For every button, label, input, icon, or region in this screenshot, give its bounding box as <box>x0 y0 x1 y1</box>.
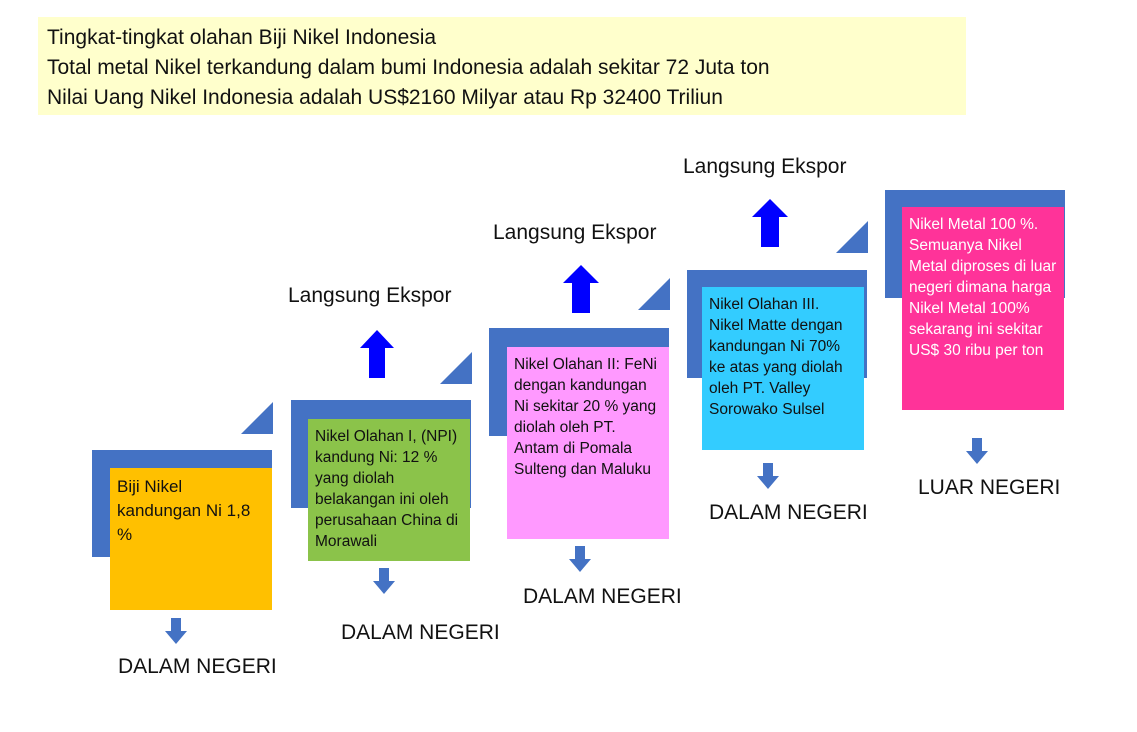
step-1-destination: DALAM NEGERI <box>118 655 277 678</box>
step-2-up-arrow-icon <box>360 330 394 378</box>
header-line-1: Tingkat-tingkat olahan Biji Nikel Indonesia <box>47 26 437 49</box>
step-1-text: Biji Nikel kandungan Ni 1,8 % <box>117 477 251 544</box>
step-5-text: Nikel Metal 100 %. Semuanya Nikel Metal diproses di luar negeri dimana harga Nikel Metal 100% sekarang ini sekitar US$ 30 ribu per ton <box>909 216 1057 359</box>
step-4-box <box>702 287 864 450</box>
step-2-corner <box>440 352 472 384</box>
step-4-text: Nikel Olahan III. Nikel Matte dengan kandungan Ni 70% ke atas yang diolah oleh PT. Valley Sorowako Sulsel <box>709 296 843 418</box>
step-5-box <box>902 207 1064 410</box>
step-1-corner <box>241 402 273 434</box>
step-1-box <box>110 468 272 610</box>
header-line-3: Nilai Uang Nikel Indonesia adalah US$2160 Milyar atau Rp 32400 Triliun <box>47 86 723 109</box>
step-4-corner <box>836 221 868 253</box>
header-line-2: Total metal Nikel terkandung dalam bumi Indonesia adalah sekitar 72 Juta ton <box>47 56 770 79</box>
step-2-destination: DALAM NEGERI <box>341 621 500 644</box>
step-5-destination: LUAR NEGERI <box>918 476 1061 499</box>
step-2-down-arrow-icon <box>373 568 395 594</box>
step-4-up-arrow-icon <box>752 199 788 247</box>
step-1-down-arrow-icon <box>165 618 187 644</box>
step-3-box <box>507 347 669 539</box>
step-3-export-label: Langsung Ekspor <box>493 221 657 244</box>
step-3-destination: DALAM NEGERI <box>523 585 682 608</box>
step-2-box <box>308 419 470 561</box>
step-2-text: Nikel Olahan I, (NPI) kandung Ni: 12 % yang diolah belakangan ini oleh perusahaan China di Morawali <box>315 428 459 550</box>
header-box <box>38 17 966 115</box>
step-2-export-label: Langsung Ekspor <box>288 284 452 307</box>
step-3-down-arrow-icon <box>569 546 591 572</box>
step-4-destination: DALAM NEGERI <box>709 501 868 524</box>
step-4-export-label: Langsung Ekspor <box>683 155 847 178</box>
step-3-corner <box>638 278 670 310</box>
step-5-down-arrow-icon <box>966 438 988 464</box>
step-3-up-arrow-icon <box>563 265 599 313</box>
step-3-text: Nikel Olahan II: FeNi dengan kandungan Ni sekitar 20 % yang diolah oleh PT. Antam di Pomala Sulteng dan Maluku <box>514 356 657 478</box>
step-4-down-arrow-icon <box>757 463 779 489</box>
